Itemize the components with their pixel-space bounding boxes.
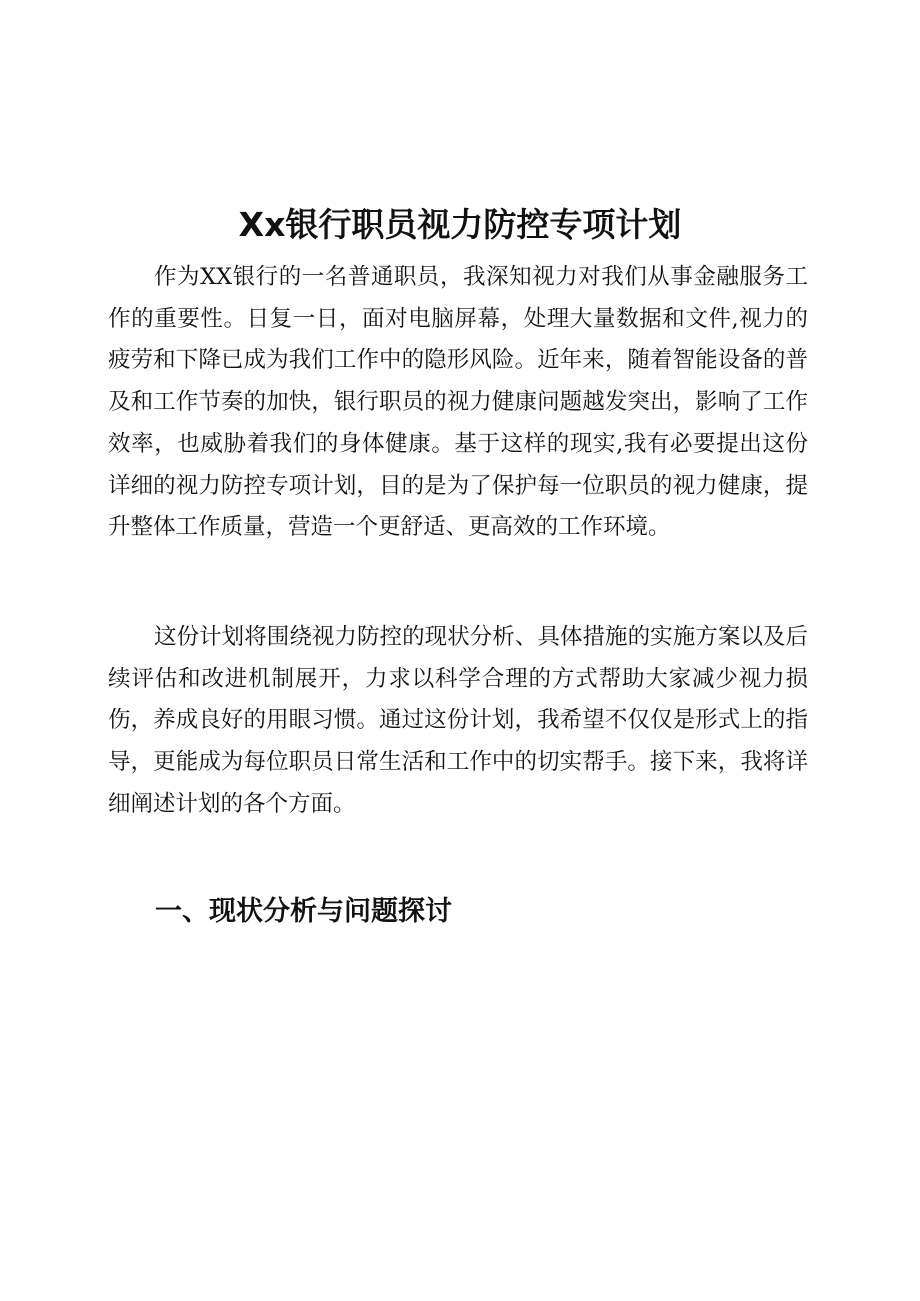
plan-overview-paragraph: 这份计划将围绕视力防控的现状分析、具体措施的实施方案以及后续评估和改进机制展开，力求以科学合理的方式帮助大家减少视力损伤，养成良好的用眼习惯。通过这份计划，我希望不仅仅是形式上的指导，更能成为每位职员日常生活和工作中的切实帮手。接下来，我将详细阐述计划的各个方面。 [108, 624, 808, 817]
intro-paragraph: 作为XX银行的一名普通职员，我深知视力对我们从事金融服务工作的重要性。日复一日，面对电脑屏幕，处理大量数据和文件,视力的疲劳和下降已成为我们工作中的隐形风险。近年来，随着智能设备的普及和工作节奏的加快，银行职员的视力健康问题越发突出，影响了工作效率，也威胁着我们的身体健康。基于这样的现实,我有必要提出这份详细的视力防控专项计划，目的是为了保护每一位职员的视力健康，提升整体工作质量，营造一个更舒适、更高效的工作环境。 [108, 264, 808, 541]
document-title: Xx银行职员视力防控专项计划 [238, 205, 682, 245]
section-heading: 一、现状分析与问题探讨 [155, 896, 452, 927]
